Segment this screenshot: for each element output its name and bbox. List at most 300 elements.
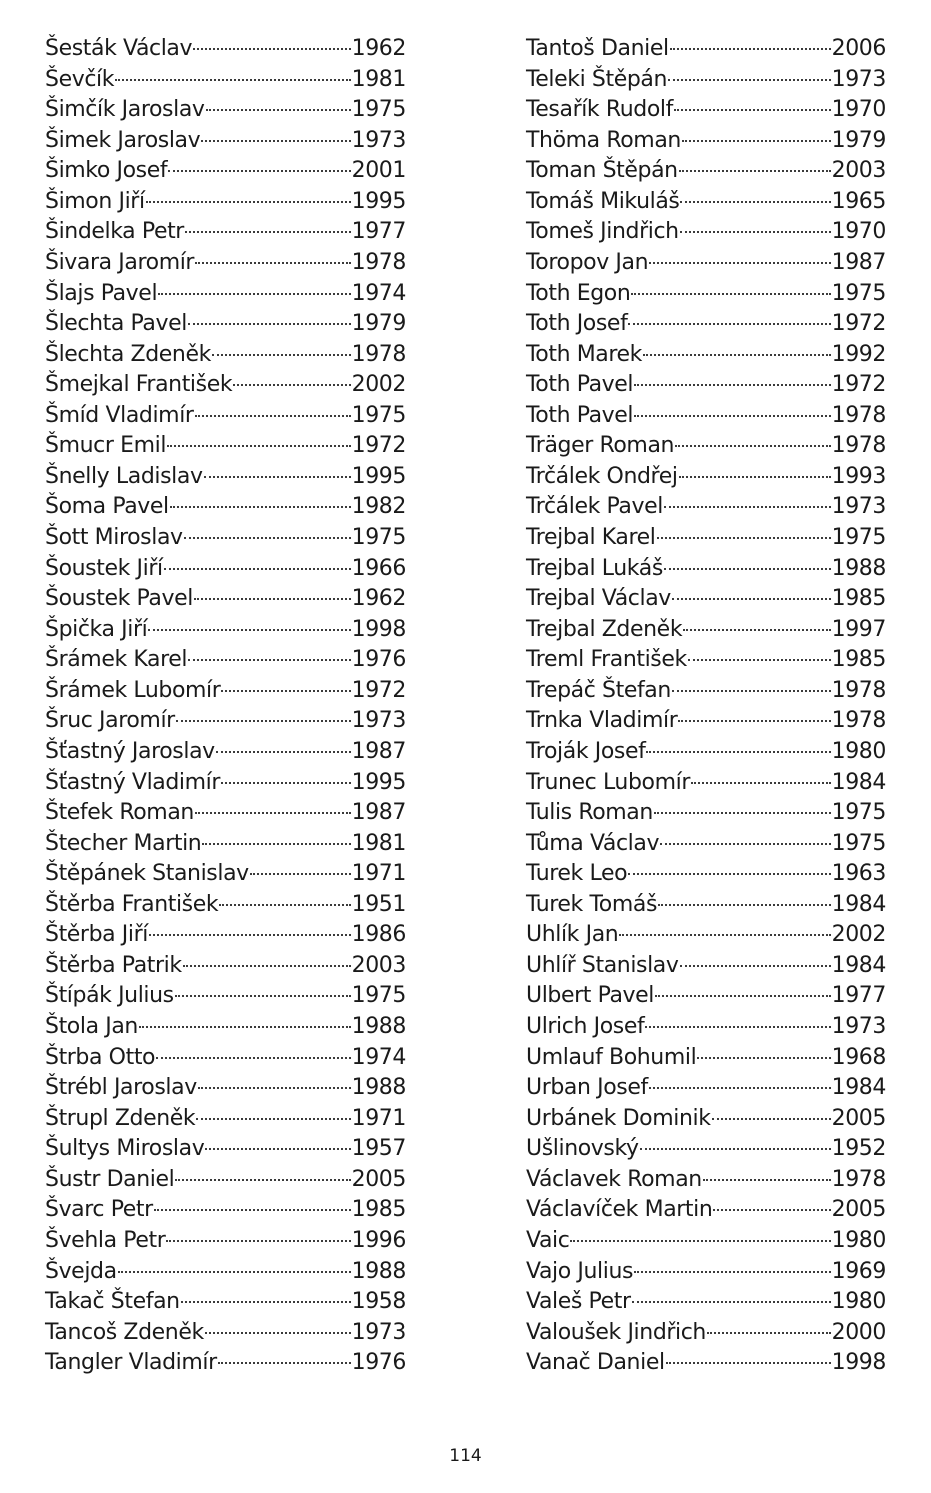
list-item [526, 126, 886, 157]
entry-name: Tangler Vladimír [45, 1350, 217, 1376]
dot-leader [619, 934, 830, 936]
entry-year: 1985 [351, 1197, 406, 1223]
entry-name: Štípák Julius [45, 983, 174, 1009]
dot-leader [195, 415, 351, 417]
list-item [526, 1104, 886, 1135]
list-item [526, 584, 886, 615]
dot-leader [218, 1362, 351, 1364]
dot-leader [643, 354, 831, 356]
entry-name: Václavek Roman [526, 1166, 702, 1192]
list-item [45, 431, 406, 462]
entry-name: Trejbal Karel [526, 525, 656, 550]
dot-leader [202, 843, 350, 845]
entry-name: Špička Jiří [45, 616, 148, 642]
dot-leader [206, 109, 351, 111]
entry-year: 2000 [831, 1319, 886, 1345]
entry-name: Štola Jan [45, 1014, 138, 1039]
dot-leader [168, 170, 350, 172]
list-item [526, 737, 886, 768]
dot-leader [181, 1301, 351, 1303]
entry-name: Šrámek Karel [45, 647, 188, 673]
list-item [45, 217, 406, 248]
entry-year: 1984 [831, 769, 886, 795]
entry-name: Toth Pavel [526, 372, 634, 398]
list-item [526, 645, 886, 676]
entry-year: 1988 [831, 555, 886, 581]
entry-name: Uhlík Jan [526, 922, 619, 948]
entry-name: Takač Štefan [45, 1289, 180, 1315]
list-item [45, 1165, 406, 1196]
entry-year: 1997 [831, 616, 886, 642]
entry-year: 1958 [351, 1289, 406, 1315]
entry-name: Vaic [526, 1227, 570, 1253]
dot-leader [707, 1332, 831, 1334]
entry-name: Umlauf Bohumil [526, 1044, 697, 1070]
entry-year: 2005 [831, 1197, 886, 1223]
list-item [526, 492, 886, 523]
entry-year: 1995 [351, 769, 406, 795]
entry-year: 1973 [831, 66, 886, 92]
dot-leader [216, 751, 351, 753]
dot-leader [201, 140, 350, 142]
entry-name: Trunec Lubomír [526, 769, 690, 795]
dot-leader [703, 1179, 831, 1181]
dot-leader [118, 1271, 351, 1273]
list-item [526, 1318, 886, 1349]
dot-leader [115, 79, 351, 81]
list-item [45, 859, 406, 890]
entry-name: Trčálek Pavel [526, 494, 663, 520]
entry-year: 1985 [831, 647, 886, 673]
list-item [45, 737, 406, 768]
list-item [45, 279, 406, 310]
list-item [526, 1348, 886, 1379]
dot-leader [195, 812, 351, 814]
list-item [526, 95, 886, 126]
entry-year: 1975 [831, 280, 886, 306]
entry-year: 1984 [831, 952, 886, 978]
list-item [45, 34, 406, 65]
entry-year: 1988 [351, 1075, 406, 1101]
entry-name: Šimko Josef [45, 158, 168, 184]
entry-name: Tůma Václav [526, 830, 660, 856]
entry-name: Štěrba František [45, 891, 219, 917]
list-item [526, 554, 886, 585]
entry-name: Trčálek Ondřej [526, 463, 678, 489]
dot-leader [631, 293, 830, 295]
dot-leader [664, 568, 831, 570]
list-item [526, 370, 886, 401]
entry-name: Šlechta Pavel [45, 311, 187, 337]
dot-leader [166, 1240, 350, 1242]
entry-name: Štecher Martin [45, 830, 202, 856]
list-item [45, 1104, 406, 1135]
entry-name: Uhlíř Stanislav [526, 952, 679, 978]
entry-name: Šmucr Emil [45, 433, 167, 459]
entry-name: Toth Josef [526, 311, 628, 337]
entry-name: Toman Štěpán [526, 158, 678, 184]
dot-leader [664, 506, 831, 508]
entry-name: Šesták Václav [45, 36, 193, 61]
dot-leader [674, 109, 831, 111]
list-item [526, 1195, 886, 1226]
entry-name: Valeš Petr [526, 1289, 631, 1315]
entry-name: Šott Miroslav [45, 525, 183, 550]
list-item [526, 401, 886, 432]
list-item [526, 248, 886, 279]
dot-leader [678, 720, 830, 722]
list-item [45, 798, 406, 829]
entry-year: 1993 [831, 463, 886, 489]
dot-leader [649, 1087, 831, 1089]
dot-leader [640, 1148, 831, 1150]
dot-leader [233, 384, 350, 386]
dot-leader [646, 751, 830, 753]
entry-year: 1973 [351, 708, 406, 734]
entry-year: 1980 [831, 1289, 886, 1315]
list-item [526, 431, 886, 462]
dot-leader [195, 262, 351, 264]
entry-year: 1973 [351, 127, 406, 153]
entry-name: Šlajs Pavel [45, 280, 158, 306]
list-item [45, 1195, 406, 1226]
dot-leader [154, 1209, 351, 1211]
list-item [45, 829, 406, 860]
list-item [45, 615, 406, 646]
list-item [45, 65, 406, 96]
dot-leader [675, 445, 831, 447]
list-item [526, 279, 886, 310]
dot-leader [682, 140, 831, 142]
dot-leader [688, 659, 831, 661]
entry-name: Šmíd Vladimír [45, 402, 194, 428]
dot-leader [634, 1271, 831, 1273]
entry-year: 1977 [831, 983, 886, 1009]
entry-name: Šimek Jaroslav [45, 127, 201, 153]
entry-year: 2005 [351, 1166, 406, 1192]
entry-name: Vajo Julius [526, 1258, 634, 1284]
entry-year: 1975 [831, 800, 886, 826]
dot-leader [666, 1362, 831, 1364]
entry-year: 1978 [831, 708, 886, 734]
dot-leader [185, 231, 351, 233]
entry-name: Štěpánek Stanislav [45, 861, 249, 887]
entry-year: 1980 [831, 1227, 886, 1253]
dot-leader [680, 231, 831, 233]
entry-year: 1951 [351, 891, 406, 917]
dot-leader [634, 415, 830, 417]
dot-leader [188, 323, 351, 325]
entry-name: Tancoš Zdeněk [45, 1319, 204, 1345]
list-item [45, 1012, 406, 1043]
entry-name: Šrámek Lubomír [45, 677, 221, 703]
entry-name: Tulis Roman [526, 800, 653, 826]
dot-leader [183, 965, 351, 967]
list-item [45, 1287, 406, 1318]
entry-year: 1970 [831, 219, 886, 245]
dot-leader [212, 354, 351, 356]
list-item [45, 1043, 406, 1074]
list-item [45, 401, 406, 432]
entry-year: 1981 [351, 66, 406, 92]
dot-leader [193, 48, 350, 50]
entry-year: 1987 [351, 738, 406, 764]
entry-name: Turek Tomáš [526, 891, 658, 917]
list-item [526, 706, 886, 737]
list-item [526, 1226, 886, 1257]
dot-leader [167, 445, 351, 447]
list-item [45, 1318, 406, 1349]
entry-year: 1969 [831, 1258, 886, 1284]
list-item [526, 951, 886, 982]
entry-year: 1978 [351, 249, 406, 275]
entry-name: Švejda [45, 1258, 117, 1284]
entry-year: 1968 [831, 1044, 886, 1070]
dot-leader [679, 170, 831, 172]
dot-leader [250, 873, 351, 875]
entry-name: Vanač Daniel [526, 1350, 665, 1376]
entry-name: Tantoš Daniel [526, 36, 669, 61]
entry-name: Šoustek Pavel [45, 586, 193, 612]
dot-leader [668, 79, 831, 81]
entry-name: Šruc Jaromír [45, 708, 175, 734]
list-item [526, 187, 886, 218]
entry-name: Švarc Petr [45, 1197, 153, 1223]
dot-leader [198, 1087, 351, 1089]
dot-leader [655, 995, 831, 997]
list-item [526, 65, 886, 96]
dot-leader [205, 1148, 350, 1150]
entry-name: Šnelly Ladislav [45, 463, 203, 489]
entry-year: 2005 [831, 1105, 886, 1131]
entry-year: 1974 [351, 1044, 406, 1070]
entry-year: 1995 [351, 463, 406, 489]
list-item [526, 768, 886, 799]
list-item [526, 1073, 886, 1104]
dot-leader [657, 537, 831, 539]
entry-name: Šindelka Petr [45, 219, 184, 245]
dot-leader [146, 201, 351, 203]
entry-year: 1992 [831, 341, 886, 367]
left-column [45, 34, 406, 1379]
entry-year: 1978 [831, 433, 886, 459]
list-item [45, 584, 406, 615]
entry-name: Tesařík Rudolf [526, 97, 673, 123]
entry-year: 1963 [831, 861, 886, 887]
dot-leader [691, 782, 831, 784]
dot-leader [164, 568, 351, 570]
entry-name: Thöma Roman [526, 127, 681, 153]
dot-leader [184, 537, 351, 539]
list-item [45, 126, 406, 157]
entry-year: 1972 [831, 372, 886, 398]
entry-name: Švehla Petr [45, 1227, 166, 1253]
entry-name: Šmejkal František [45, 372, 233, 398]
dot-leader [660, 843, 831, 845]
list-item [45, 462, 406, 493]
entry-name: Troják Josef [526, 738, 646, 764]
dot-leader [221, 782, 351, 784]
entry-year: 1987 [351, 800, 406, 826]
entry-name: Štrébl Jaroslav [45, 1075, 197, 1101]
entry-year: 1988 [351, 1258, 406, 1284]
entry-year: 1977 [351, 219, 406, 245]
dot-leader [680, 965, 831, 967]
entry-year: 1975 [351, 983, 406, 1009]
entry-year: 2001 [351, 158, 406, 184]
entry-name: Toth Egon [526, 280, 631, 306]
entry-year: 1998 [831, 1350, 886, 1376]
entry-name: Treml František [526, 647, 687, 673]
entry-year: 1984 [831, 891, 886, 917]
list-item [45, 492, 406, 523]
dot-leader [570, 1240, 830, 1242]
entry-year: 1985 [831, 586, 886, 612]
list-item [45, 370, 406, 401]
dot-leader [680, 201, 830, 203]
entry-name: Štefek Roman [45, 800, 194, 826]
entry-name: Štrba Otto [45, 1044, 156, 1070]
dot-leader [221, 690, 350, 692]
entry-year: 1982 [351, 494, 406, 520]
entry-year: 1988 [351, 1014, 406, 1039]
list-item [45, 1134, 406, 1165]
list-item [45, 1073, 406, 1104]
dot-leader [205, 1332, 351, 1334]
entry-year: 1981 [351, 830, 406, 856]
list-item [45, 1348, 406, 1379]
dot-leader [670, 48, 831, 50]
dot-leader [204, 476, 351, 478]
list-item [45, 95, 406, 126]
entry-year: 1972 [351, 433, 406, 459]
entry-year: 1980 [831, 738, 886, 764]
list-item [526, 523, 886, 554]
entry-name: Šťastný Vladimír [45, 769, 221, 795]
list-item [45, 248, 406, 279]
entry-year: 1974 [351, 280, 406, 306]
entry-year: 2003 [351, 952, 406, 978]
entry-year: 1975 [351, 525, 406, 550]
entry-name: Šimon Jiří [45, 188, 145, 214]
entry-name: Václavíček Martin [526, 1197, 713, 1223]
entry-name: Štěrba Patrik [45, 952, 182, 978]
list-item [526, 34, 886, 65]
dot-leader [654, 812, 831, 814]
entry-name: Träger Roman [526, 433, 675, 459]
list-item [45, 706, 406, 737]
entry-name: Toropov Jan [526, 249, 649, 275]
entry-year: 1975 [351, 402, 406, 428]
list-item [45, 676, 406, 707]
dot-leader [158, 293, 350, 295]
entry-name: Štěrba Jiří [45, 922, 148, 948]
entry-year: 1978 [351, 341, 406, 367]
list-item [526, 1165, 886, 1196]
entry-year: 1971 [351, 1105, 406, 1131]
entry-name: Trejbal Václav [526, 586, 671, 612]
list-item [526, 1134, 886, 1165]
entry-year: 1979 [831, 127, 886, 153]
dot-leader [176, 720, 351, 722]
dot-leader [672, 690, 831, 692]
list-item [45, 187, 406, 218]
entry-year: 1971 [351, 861, 406, 887]
entry-year: 1962 [351, 36, 406, 61]
entry-name: Šoma Pavel [45, 494, 169, 520]
list-item [526, 798, 886, 829]
dot-leader [156, 1057, 351, 1059]
entry-name: Trejbal Lukáš [526, 555, 663, 581]
list-item [526, 340, 886, 371]
dot-leader [632, 1301, 831, 1303]
entry-year: 1970 [831, 97, 886, 123]
list-item [526, 615, 886, 646]
entry-name: Štrupl Zdeněk [45, 1105, 196, 1131]
entry-year: 1976 [351, 1350, 406, 1376]
entry-name: Turek Leo [526, 861, 628, 887]
entry-name: Ulrich Josef [526, 1014, 645, 1039]
entry-name: Šultys Miroslav [45, 1136, 205, 1162]
dot-leader [175, 995, 351, 997]
entry-year: 1984 [831, 1075, 886, 1101]
page-number: 114 [449, 1446, 482, 1466]
dot-leader [712, 1118, 831, 1120]
list-item [526, 890, 886, 921]
dot-leader [649, 262, 830, 264]
dot-leader [628, 323, 830, 325]
entry-name: Urban Josef [526, 1075, 648, 1101]
entry-name: Šimčík Jaroslav [45, 97, 205, 123]
entry-year: 2002 [831, 922, 886, 948]
entry-name: Trepáč Štefan [526, 677, 671, 703]
list-item [526, 217, 886, 248]
entry-year: 1978 [831, 1166, 886, 1192]
list-item [45, 981, 406, 1012]
list-item [526, 829, 886, 860]
entry-year: 1972 [351, 677, 406, 703]
entry-year: 1966 [351, 555, 406, 581]
dot-leader [713, 1209, 830, 1211]
list-item [526, 676, 886, 707]
list-item [526, 462, 886, 493]
list-item [45, 340, 406, 371]
list-item [526, 859, 886, 890]
entry-name: Toth Pavel [526, 402, 634, 428]
dot-leader [175, 1179, 350, 1181]
dot-leader [658, 904, 831, 906]
entry-year: 1973 [831, 494, 886, 520]
entry-year: 2006 [831, 36, 886, 61]
dot-leader [149, 934, 351, 936]
entry-year: 1973 [831, 1014, 886, 1039]
list-item [45, 309, 406, 340]
entry-name: Valoušek Jindřich [526, 1319, 706, 1345]
entry-year: 1952 [831, 1136, 886, 1162]
dot-leader [139, 1026, 351, 1028]
list-item [45, 645, 406, 676]
list-item [526, 1043, 886, 1074]
entry-year: 1979 [351, 311, 406, 337]
entry-year: 1965 [831, 188, 886, 214]
list-item [45, 768, 406, 799]
dot-leader [196, 1118, 350, 1120]
dot-leader [672, 598, 831, 600]
dot-leader [170, 506, 351, 508]
dot-leader [634, 384, 830, 386]
entry-year: 1975 [831, 830, 886, 856]
entry-name: Ševčík [45, 66, 115, 92]
